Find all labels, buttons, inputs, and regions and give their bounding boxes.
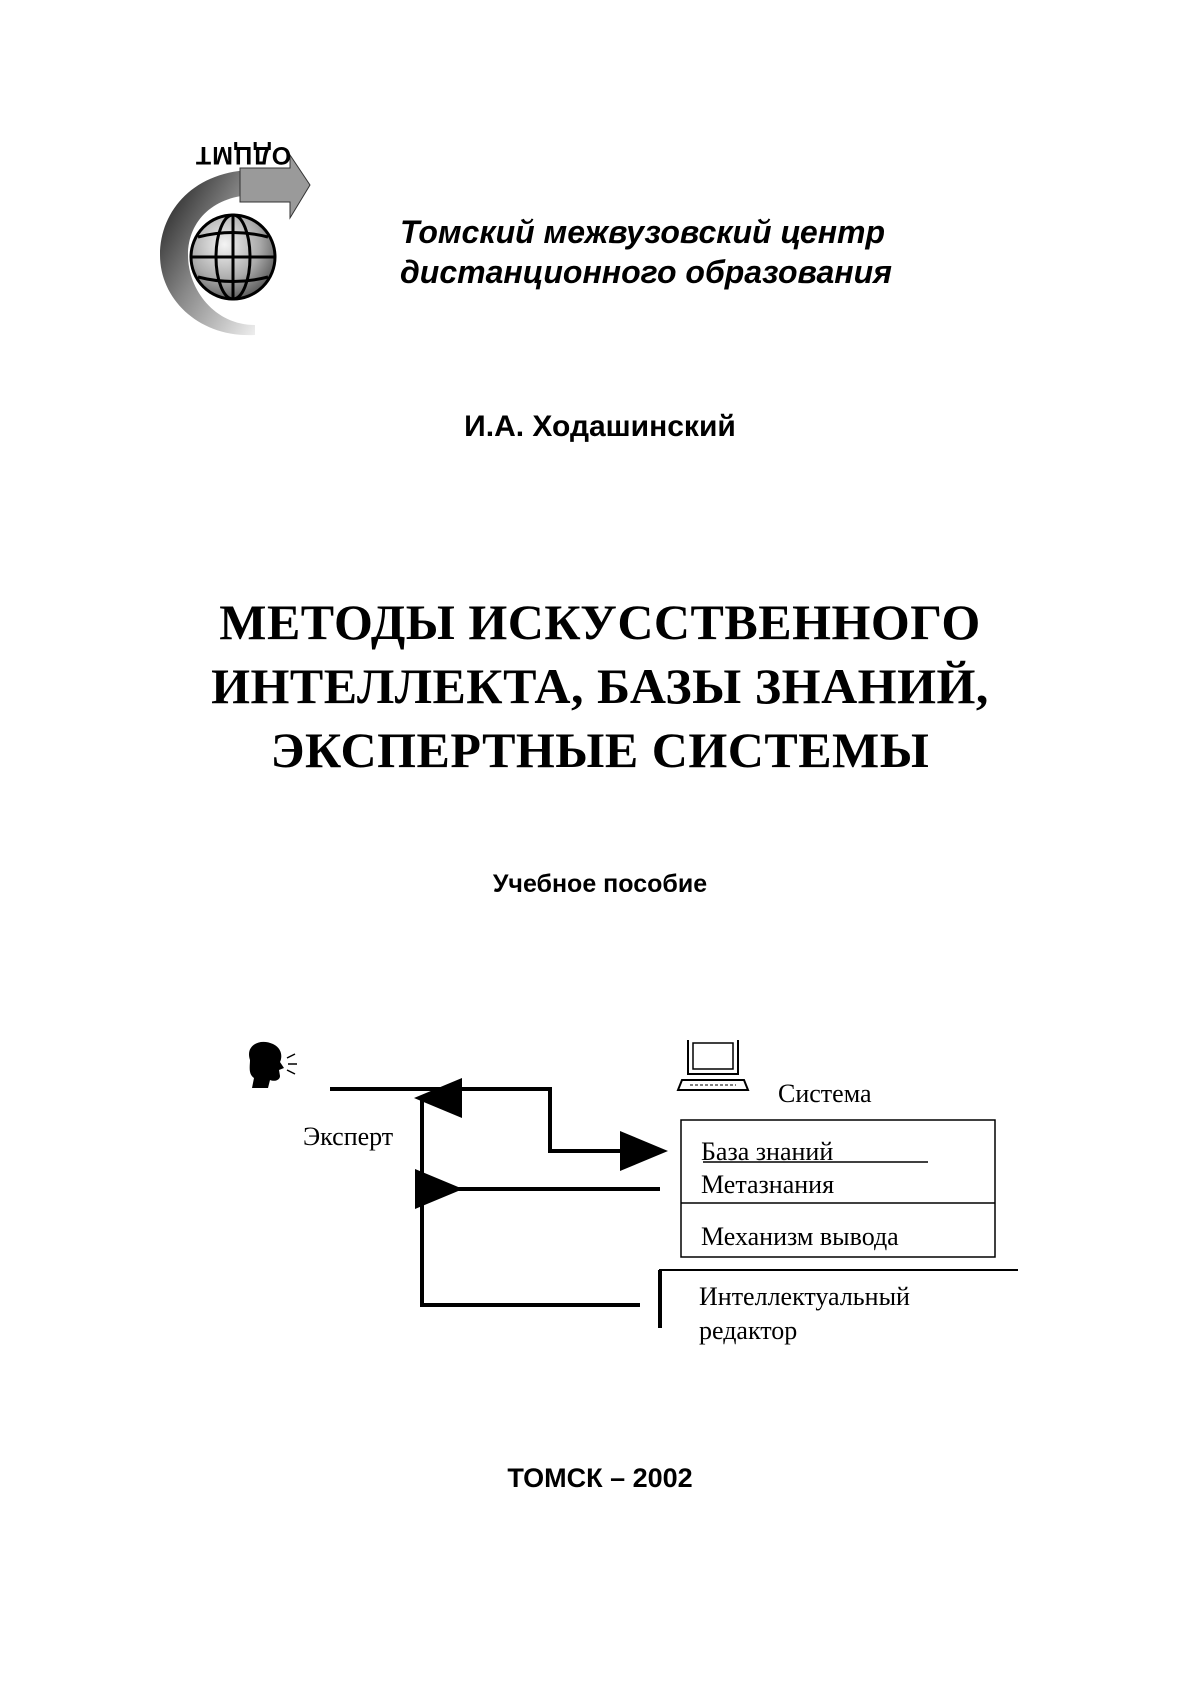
book-title [0,590,1200,782]
editor-label-line-2: редактор [699,1316,798,1345]
expert-label: Эксперт [303,1122,394,1151]
organization-line-2: дистанционного образования [400,254,892,290]
author-name: И.А. Ходашинский [464,410,736,443]
subtitle: Учебное пособие [492,870,708,898]
logo [160,140,340,340]
metaknowledge-label: Метазнания [701,1170,835,1199]
computer-icon [678,1040,748,1090]
city-year: ТОМСК – 2002 [507,1463,693,1493]
inference-engine-label: Механизм вывода [701,1222,899,1251]
system-label: Система [778,1079,872,1108]
diagram-lines [240,1040,1020,1360]
expert-system-diagram [240,1040,1020,1360]
title-line-3: ЭКСПЕРТНЫЕ СИСТЕМЫ [270,722,930,778]
speaking-head-icon [249,1042,297,1088]
logo-text: ОДЦМТ [194,141,292,169]
organization-line-1: Томский межвузовский центр [400,214,886,250]
editor-label-line-1: Интеллектуальный [699,1282,910,1311]
title-line-2: ИНТЕЛЛЕКТА, БАЗЫ ЗНАНИЙ, [211,658,989,714]
organization [400,212,1100,292]
globe-icon [160,140,340,340]
title-line-1: МЕТОДЫ ИСКУССТВЕННОГО [219,594,981,650]
knowledge-base-label: База знаний [701,1137,834,1166]
